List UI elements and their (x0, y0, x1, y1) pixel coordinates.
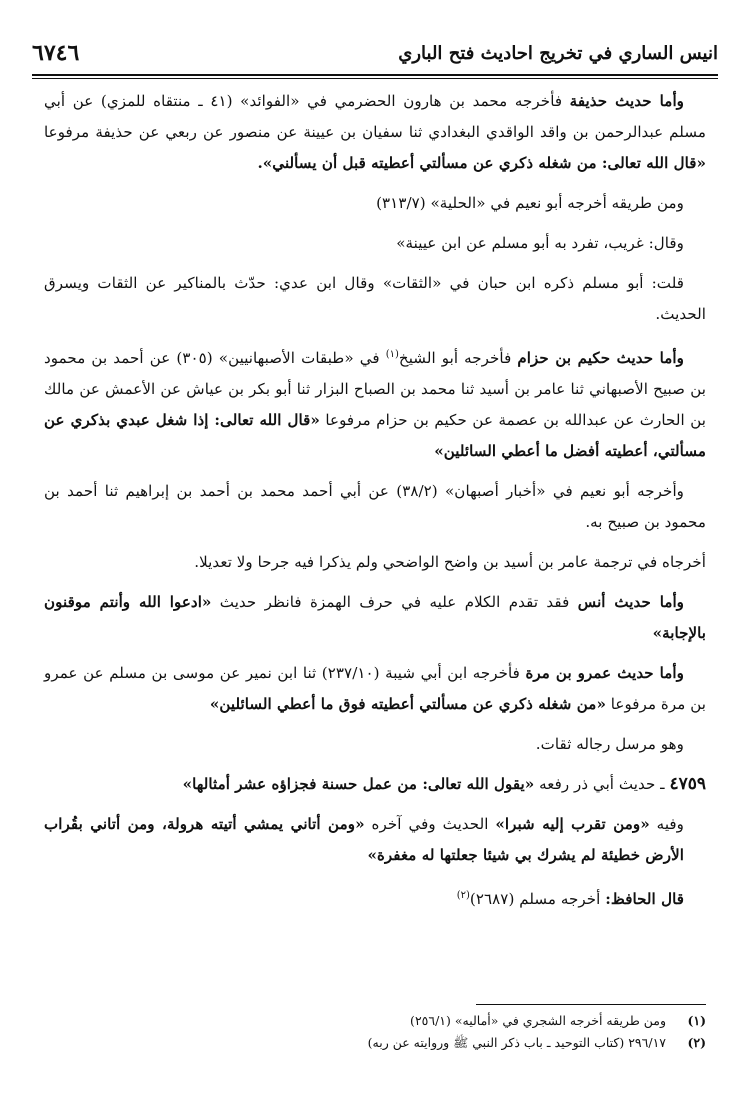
footnote (44, 1010, 706, 1032)
hafiz-label: قال الحافظ: (605, 890, 684, 909)
hadith-number: ٤٧٥٩ (669, 774, 706, 795)
footnote (44, 1032, 706, 1054)
hadith-quote: «من شغله ذكري عن مسألتي أعطيته فوق ما أعطي السائلين» (209, 695, 606, 714)
hadith-quote: «ادعوا الله وأنتم موقنون بالإجابة» (44, 593, 706, 643)
footnote-ref[interactable]: (١) (385, 349, 399, 360)
paragraph-anas (44, 587, 706, 649)
paragraph-text: قلت: أبو مسلم ذكره ابن حبان في «الثقات» وقال ابن عدي: حدّث بالمناكير عن الثقات ويسرق الحديث. (44, 274, 706, 323)
body-text (44, 86, 706, 924)
hafiz-text: أخرجه مسلم (٢٦٨٧) (469, 890, 606, 909)
hadith-intro: ـ حديث أبي ذر رفعه (534, 775, 670, 794)
hadith-quote: «قال الله تعالى: إذا شغل عبدي بذكري عن مسألتي، أعطيته أفضل ما أعطي السائلين» (44, 411, 706, 461)
footnote-ref[interactable]: (٢) (456, 890, 470, 902)
hadith-text: وفيه (649, 815, 684, 834)
page-number: ٦٧٤٦ (32, 40, 80, 66)
footnotes (44, 1010, 706, 1054)
paragraph-hakim (44, 339, 706, 467)
paragraph-amr (44, 658, 706, 720)
hafiz-line (44, 880, 706, 915)
paragraph-qultu (44, 268, 706, 330)
paragraph-text: فأخرجه محمد بن هارون الحضرمي في «الفوائد» (٤١ ـ منتقاه للمزي) عن أبي مسلم عبدالرحمن بن واقد الواقدي البغدادي ثنا سفيان بن عيينة عن منصور عن ربعي عن حذيفة مرفوعا (44, 92, 706, 141)
footnote-text: ٢٩٦/١٧ (كتاب التوحيد ـ باب ذكر النبي ﷺ وروايته عن ربه) (367, 1035, 666, 1050)
paragraph-text: وقال: غريب، تفرد به أبو مسلم عن ابن عيينة» (396, 234, 684, 252)
paragraph-text: في «طبقات الأصبهانيين» (٣٠٥) عن أحمد بن محمود بن صبيح الأصبهاني ثنا عامر بن أسيد ثنا محمد بن الصباح البزار ثنا أبو بكر بن عياش عن الأعمش عن مالك بن الحارث عن عبدالله بن عصمة عن حكيم بن حزام مرفوعا (44, 349, 706, 430)
hadith-continuation (44, 809, 706, 871)
paragraph-akhbar-isbahan (44, 476, 706, 538)
paragraph-mursal (44, 729, 706, 760)
hadith-quote: «ومن تقرب إليه شبرا» (495, 815, 650, 834)
hadith-line (44, 769, 706, 800)
running-title: انيس الساري في تخريج احاديث فتح الباري (398, 42, 718, 64)
hadith-quote: «قال الله تعالى: من شغله ذكري عن مسألتي أعطيته قبل أن يسألني». (257, 154, 706, 172)
paragraph-lead: وأما حديث أنس (577, 593, 685, 612)
paragraph-lead: وأما حديث عمرو بن مرة (525, 664, 684, 683)
paragraph-text: فأخرجه أبو الشيخ (398, 349, 518, 368)
paragraph-abu-nuaym (44, 188, 706, 219)
paragraph-akhrajah (44, 547, 706, 578)
header-rule (32, 74, 718, 79)
footnote-mark: (١) (687, 1013, 706, 1028)
hadith-quote: «ومن أتاني يمشي أتيته هرولة، ومن أتاني بقُراب الأرض خطيئة لم يشرك بي شيئا جعلتها له مغفرة» (44, 815, 684, 865)
paragraph-text: أخرجاه في ترجمة عامر بن أسيد بن واضح الواضحي ولم يذكرا فيه جرحا ولا تعديلا. (194, 553, 706, 572)
paragraph-text: فقد تقدم الكلام عليه في حرف الهمزة فانظر حديث (211, 593, 578, 612)
footnote-separator (476, 1004, 706, 1005)
paragraph-text: ومن طريقه أخرجه أبو نعيم في «الحلية» (٣١٣/٧) (376, 194, 684, 212)
paragraph-hudhayfa (44, 86, 706, 179)
footnote-mark: (٢) (687, 1035, 706, 1050)
paragraph-gharib (44, 228, 706, 259)
hadith-quote: «يقول الله تعالى: من عمل حسنة فجزاؤه عشر أمثالها» (182, 775, 535, 794)
paragraph-lead: وأما حديث حكيم بن حزام (517, 349, 684, 368)
hadith-text: الحديث وفي آخره (364, 815, 496, 834)
page-header (32, 36, 718, 70)
paragraph-text: وهو مرسل رجاله ثقات. (535, 735, 684, 754)
paragraph-text: فأخرجه ابن أبي شيبة (٢٣٧/١٠) ثنا ابن نمير عن موسى بن مسلم عن عمرو بن مرة مرفوعا (44, 664, 706, 714)
paragraph-lead: وأما حديث حذيفة (569, 92, 684, 110)
hadith-entry (44, 769, 706, 915)
paragraph-text: وأخرجه أبو نعيم في «أخبار أصبهان» (٣٨/٢) عن أبي أحمد محمد بن أحمد بن إبراهيم ثنا أحمد بن محمود بن صبيح به. (44, 482, 706, 532)
footnote-text: ومن طريقه أخرجه الشجري في «أماليه» (٢٥٦/١) (410, 1013, 666, 1028)
